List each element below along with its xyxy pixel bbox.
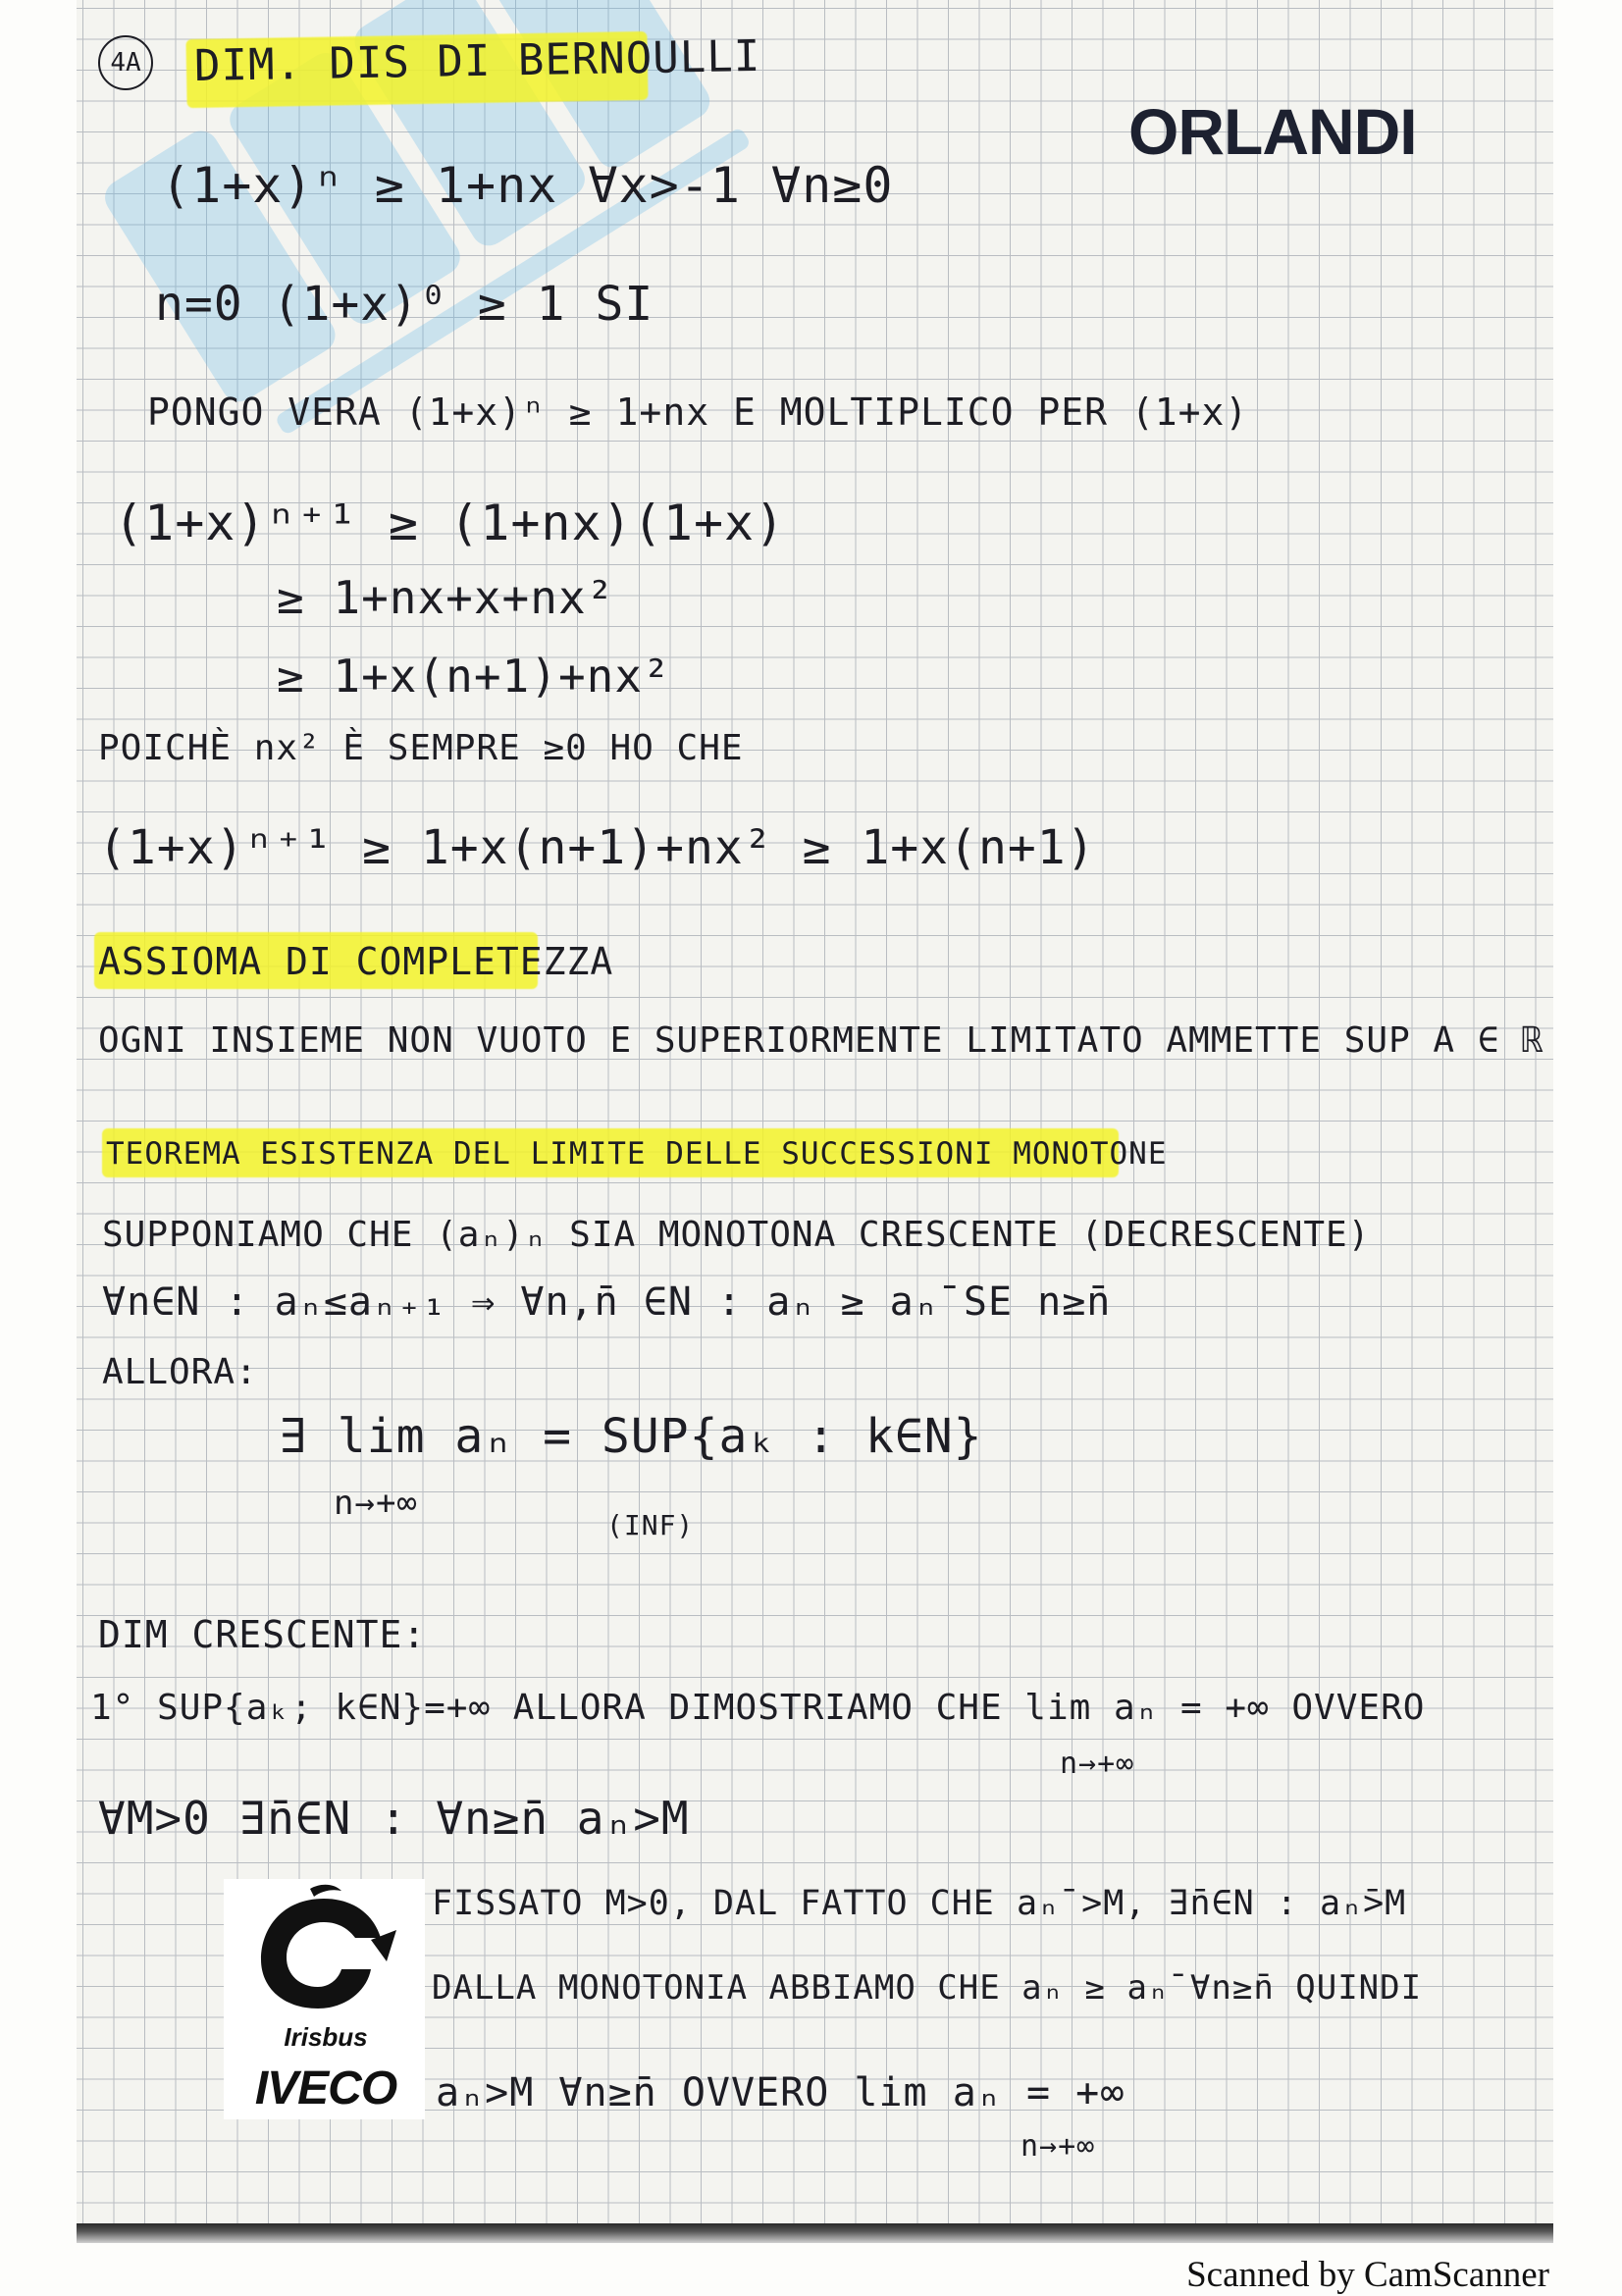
- iveco-logo: [224, 1879, 425, 2119]
- theorem-title: TEOREMA ESISTENZA DEL LIMITE DELLE SUCCESSIONI MONOTONE: [106, 1136, 1168, 1172]
- iveco-label: IVECO: [254, 2062, 397, 2114]
- proof-section-title: DIM CRESCENTE:: [98, 1613, 427, 1656]
- proof-title: DIM. DIS DI BERNOULLI: [193, 30, 761, 91]
- iveco-dolphin-icon: [224, 1879, 425, 2026]
- theorem-line-2: ∀n∈N : aₙ≤aₙ₊₁ ⇒ ∀n,n̄ ∈N : aₙ ≥ aₙ̄ SE n≥n̄: [102, 1279, 1112, 1325]
- theorem-line-1: SUPPONIAMO CHE (aₙ)ₙ SIA MONOTONA CRESCENTE (DECRESCENTE): [102, 1215, 1371, 1255]
- bernoulli-conclusion: (1+x)ⁿ⁺¹ ≥ 1+x(n+1)+nx² ≥ 1+x(n+1): [98, 820, 1096, 875]
- completeness-title: ASSIOMA DI COMPLETEZZA: [98, 940, 614, 983]
- proof-line-3: FISSATO M>0, DAL FATTO CHE aₙ̄ >M, ∃n̄∈N : aₙ̄>M: [432, 1884, 1407, 1923]
- section-number: 4A: [98, 35, 153, 90]
- bernoulli-statement: (1+x)ⁿ ≥ 1+nx ∀x>-1 ∀n≥0: [161, 157, 894, 214]
- bernoulli-step-2: ≥ 1+nx+x+nx²: [277, 571, 615, 624]
- theorem-then: ALLORA:: [102, 1352, 258, 1392]
- scan-bottom-edge: [77, 2223, 1553, 2243]
- proof-line-2: ∀M>0 ∃n̄∈N : ∀n≥n̄ aₙ>M: [98, 1792, 690, 1845]
- proof-line-5: aₙ>M ∀n≥n̄ OVVERO lim aₙ = +∞: [436, 2070, 1125, 2115]
- bernoulli-step-3: ≥ 1+x(n+1)+nx²: [277, 650, 671, 703]
- completeness-text: OGNI INSIEME NON VUOTO E SUPERIORMENTE LIMITATO AMMETTE SUP A ∈ ℝ: [98, 1020, 1544, 1061]
- bernoulli-base-case: n=0 (1+x)⁰ ≥ 1 SI: [155, 277, 654, 332]
- scanner-watermark: Scanned by CamScanner: [1186, 2255, 1549, 2295]
- theorem-limit-subscript: n→+∞: [334, 1484, 418, 1523]
- bernoulli-remark: POICHÈ nx² È SEMPRE ≥0 HO CHE: [98, 728, 744, 768]
- orlandi-brand: ORLANDI: [1128, 95, 1417, 168]
- proof-line-4: DALLA MONOTONIA ABBIAMO CHE aₙ ≥ aₙ̄ ∀n≥n̄ QUINDI: [432, 1968, 1423, 2008]
- bernoulli-step-1: (1+x)ⁿ⁺¹ ≥ (1+nx)(1+x): [114, 495, 786, 551]
- theorem-limit: ∃ lim aₙ = SUP{aₖ : k∈N}: [279, 1409, 983, 1464]
- proof-line-5-subscript: n→+∞: [1020, 2129, 1096, 2164]
- bernoulli-hypothesis: PONGO VERA (1+x)ⁿ ≥ 1+nx E MOLTIPLICO PER (1+x): [147, 391, 1249, 434]
- proof-line-1-subscript: n→+∞: [1060, 1747, 1135, 1781]
- irisbus-label: Irisbus: [284, 2022, 368, 2052]
- theorem-inf-note: (INF): [606, 1509, 695, 1541]
- proof-line-1: 1° SUP{aₖ; k∈N}=+∞ ALLORA DIMOSTRIAMO CHE lim aₙ = +∞ OVVERO: [90, 1688, 1426, 1728]
